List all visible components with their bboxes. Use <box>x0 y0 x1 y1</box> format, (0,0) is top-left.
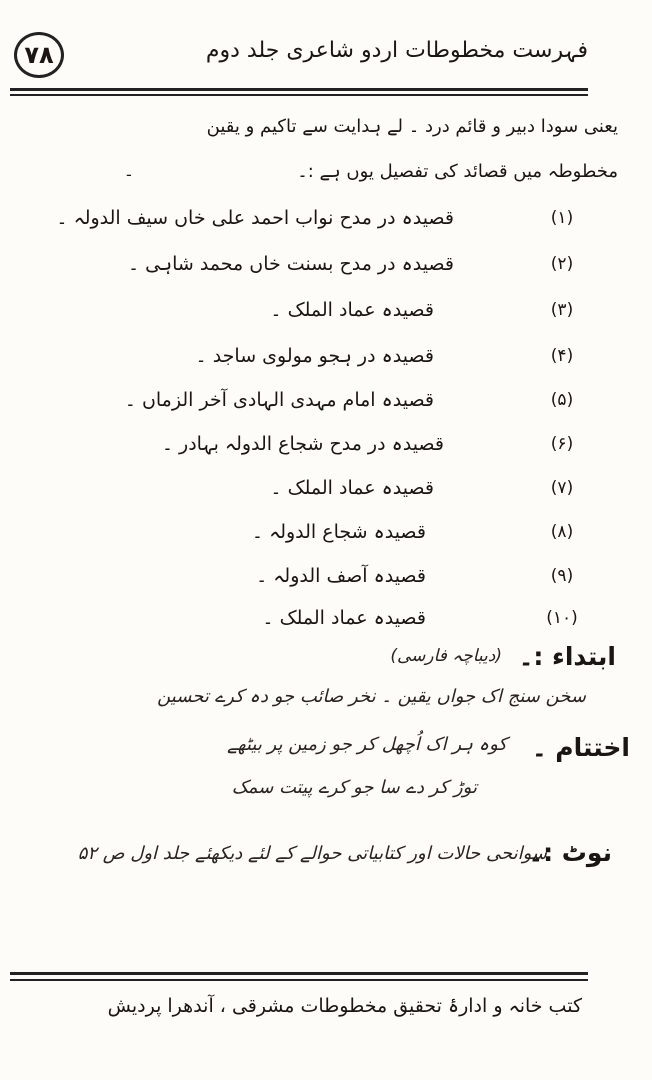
list-item-number: (۳) <box>550 300 574 320</box>
list-item-number: (۱) <box>550 208 574 228</box>
list-item-text: قصیدہ در مدح شجاع الدولہ بہادر ۔ <box>161 433 444 455</box>
note-label: نوٹ :۔ <box>528 838 612 867</box>
list-item-text: قصیدہ آصف الدولہ ۔ <box>256 565 426 587</box>
footer-text: کتب خانہ و ادارۂ تحقیق مخطوطات مشرقی ، آندھرا پردیش <box>107 995 582 1017</box>
list-item-text: قصیدہ در مدح نواب احمد علی خاں سیف الدولہ ۔ <box>56 207 454 229</box>
list-item-text: قصیدہ عماد الملک ۔ <box>270 299 434 321</box>
ikhtitam-verse-2: توڑ کر دے سا جو کرے پیتت سمک <box>231 777 477 798</box>
page-number-text: ۷۸ <box>24 41 54 69</box>
dash-mark: - <box>126 165 132 184</box>
dibacha-note: (دیباچہ فارسی) <box>390 646 502 666</box>
list-item-number: (۵) <box>550 390 574 410</box>
list-item-number: (۱۰) <box>546 608 578 628</box>
ikhtitam-verse-1: کوہ ہر اک اُچھل کر جو زمین پر بیٹھے <box>227 734 507 755</box>
list-item <box>26 424 586 464</box>
list-item <box>26 512 586 552</box>
list-item-number: (۸) <box>550 522 574 542</box>
list-item <box>26 290 586 330</box>
list-item-text: قصیدہ عماد الملک ۔ <box>270 477 434 499</box>
ikhtitam-label: اختتام ۔ <box>531 733 630 762</box>
list-item <box>26 468 586 508</box>
list-item-text: قصیدہ امام مہدی الہادی آخر الزماں ۔ <box>124 389 434 411</box>
list-item-number: (۷) <box>550 478 574 498</box>
footer-rule-second <box>10 979 588 981</box>
header-title: فہرست مخطوطات اردو شاعری جلد دوم <box>205 38 588 63</box>
list-item-number: (۴) <box>550 346 574 366</box>
header-rule <box>10 88 588 91</box>
list-item <box>26 556 586 596</box>
intro-line-2: مخطوطہ میں قصائد کی تفصیل یوں ہے :۔ <box>297 161 618 182</box>
list-item <box>26 198 586 238</box>
header-rule-second <box>10 94 588 96</box>
list-item-text: قصیدہ در مدح بسنت خاں محمد شاہی ۔ <box>127 253 454 275</box>
list-item-number: (۲) <box>550 254 574 274</box>
list-item-text: قصیدہ عماد الملک ۔ <box>262 607 426 629</box>
ibtida-label: ابتداء :۔ <box>518 642 616 671</box>
list-item-text: قصیدہ شجاع الدولہ ۔ <box>251 521 426 543</box>
footer-rule <box>10 972 588 975</box>
list-item <box>26 598 586 638</box>
list-item <box>26 244 586 284</box>
list-item <box>26 336 586 376</box>
note-text: سوانحی حالات اور کتابیاتی حوالے کے لئے دیکھئے جلد اول ص ۵۲ <box>77 843 547 864</box>
list-item-text: قصیدہ در ہجو مولوی ساجد ۔ <box>195 345 434 367</box>
page-number <box>14 32 64 78</box>
ibtida-verse: سخن سنج اک جواں یقین ۔ نخر صائب جو دہ کرے تحسین <box>157 686 586 707</box>
list-item-number: (۶) <box>550 434 574 454</box>
list-item <box>26 380 586 420</box>
intro-line-1: یعنی سودا دبیر و قائم درد ۔ لے ہدایت سے تاکیم و یقین <box>206 116 618 137</box>
list-item-number: (۹) <box>550 566 574 586</box>
